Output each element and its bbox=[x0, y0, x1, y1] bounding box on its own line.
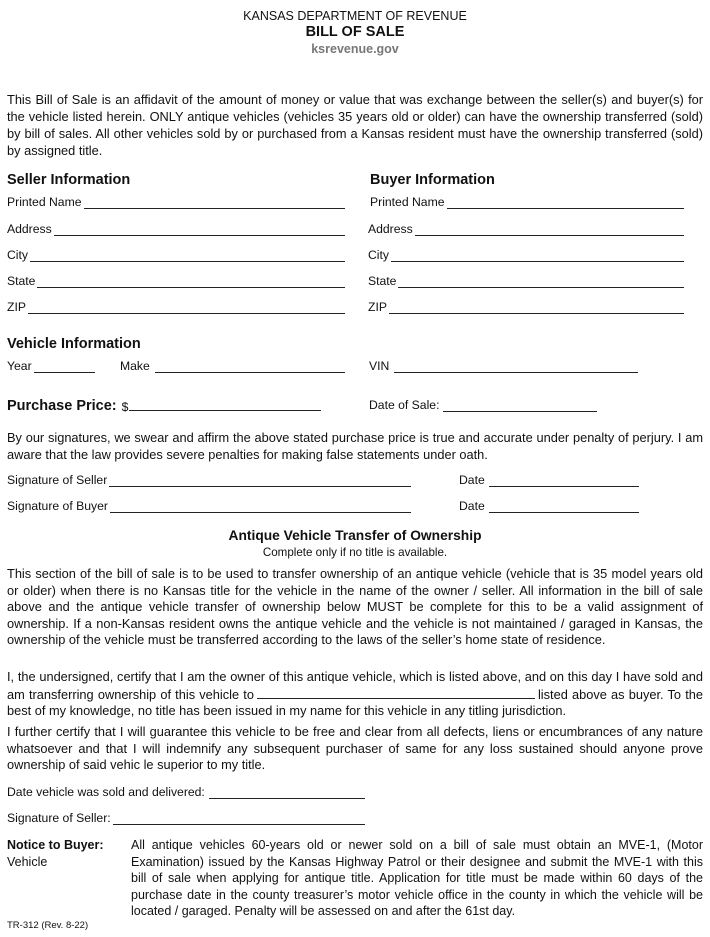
vehicle-make-label: Make bbox=[120, 359, 150, 373]
purchase-price-label: Purchase Price: bbox=[7, 398, 117, 414]
notice-label-title: Notice to Buyer: bbox=[7, 838, 104, 852]
buyer-signature-label: Signature of Buyer bbox=[7, 499, 108, 513]
antique-paragraph-2-end: listed above as buyer. To the best of my knowledge, no title has been issued in my name for this vehicle in any titling jurisdiction. bbox=[7, 686, 703, 719]
buyer-date-label: Date bbox=[459, 499, 485, 513]
intro-paragraph: This Bill of Sale is an affidavit of the amount of money or value that was exchange between the seller(s) and buyer(s) for the vehicle listed herein. ONLY antique vehicles (vehicles 35 years old or older) can have the ownership transferred (sold) by bill of sales. All other vehicles sold by or purchased from a Kansas resident must have the ownership transferred (sold) by assigned title. bbox=[7, 92, 703, 158]
antique-paragraph-1: This section of the bill of sale is to be used to transfer ownership of an antique vehicle (vehicle that is 35 model years old or older) when there is no Kansas title for the vehicle in the name of the owner / seller. All information in the bill of sale above and the antique vehicle transfer of ownership below MUST be complete for this to be a valid assignment of ownership. If a non-Kansas resident owns the antique vehicle and the vehicle is not maintained / garaged in Kansas, the ownership of the vehicle must be transferred according to the laws of the seller’s home state of residence. bbox=[7, 566, 703, 648]
notice-text: All antique vehicles 60-years old or newer sold on a bill of sale must obtain an MVE-1, (Motor Examination) issued by the Kansas Highway Patrol or their designee and submit the MVE-1 with this bill of sale when applying for antique title. Application for title must be made within 60 days of the purchase date in the county treasurer’s motor vehicle office in the county in which the vehicle will be located / garaged. Penalty will be assessed on and after the 61st day. bbox=[131, 838, 703, 918]
website: ksrevenue.gov bbox=[311, 42, 399, 56]
seller-zip-line[interactable] bbox=[28, 302, 345, 314]
date-of-sale-label: Date of Sale: bbox=[369, 398, 440, 412]
buyer-state-label: State bbox=[368, 274, 397, 288]
seller-address-line[interactable] bbox=[54, 224, 345, 236]
buyer-zip-label: ZIP bbox=[368, 300, 387, 314]
antique-seller-signature-field[interactable] bbox=[7, 809, 365, 825]
currency-symbol: $ bbox=[121, 400, 129, 414]
buyer-printed-name-line[interactable] bbox=[447, 197, 684, 209]
seller-state-label: State bbox=[7, 274, 36, 288]
buyer-address-field[interactable] bbox=[368, 220, 684, 236]
antique-paragraph-3: I further certify that I will guarantee this vehicle to be free and clear from all defects, liens or encumbrances of any nature whatsoever and that I will indemnify any subsequent purchaser of same for any loss sustained should anyone prove ownership of said vehic le superior to my title. bbox=[7, 724, 703, 773]
notice-label bbox=[7, 837, 127, 870]
seller-printed-name-field[interactable] bbox=[7, 193, 345, 209]
notice-label-subtitle: Vehicle bbox=[7, 854, 48, 869]
vehicle-heading: Vehicle Information bbox=[7, 336, 141, 352]
buyer-zip-field[interactable] bbox=[368, 298, 684, 314]
transferee-name-line[interactable] bbox=[257, 686, 535, 699]
seller-date-line[interactable] bbox=[489, 475, 639, 487]
vehicle-vin-field[interactable] bbox=[369, 357, 638, 373]
date-sold-line[interactable] bbox=[209, 787, 365, 799]
buyer-city-field[interactable] bbox=[368, 246, 684, 262]
buyer-signature-field[interactable] bbox=[7, 497, 411, 513]
antique-subheading: Complete only if no title is available. bbox=[262, 546, 448, 559]
buyer-printed-name-field[interactable] bbox=[370, 193, 684, 209]
seller-state-field[interactable] bbox=[7, 272, 345, 288]
buyer-city-label: City bbox=[368, 248, 389, 262]
antique-paragraph-2-start: I, the undersigned, certify that I am the owner of this antique vehicle, which is listed above, and on this day I have sold and am transferring ownership of this vehicle to bbox=[7, 669, 703, 702]
purchase-price-field[interactable] bbox=[7, 394, 321, 414]
vehicle-make-line[interactable] bbox=[155, 361, 345, 373]
date-of-sale-field[interactable] bbox=[369, 396, 597, 412]
date-of-sale-line[interactable] bbox=[443, 400, 597, 412]
seller-printed-name-line[interactable] bbox=[84, 197, 345, 209]
antique-paragraph-2 bbox=[7, 669, 703, 720]
seller-zip-field[interactable] bbox=[7, 298, 345, 314]
date-sold-label: Date vehicle was sold and delivered: bbox=[7, 785, 205, 799]
vehicle-make-field[interactable] bbox=[120, 357, 345, 373]
buyer-state-field[interactable] bbox=[368, 272, 684, 288]
antique-seller-signature-line[interactable] bbox=[113, 813, 365, 825]
affirmation-paragraph: By our signatures, we swear and affirm the above stated purchase price is true and accurate under penalty of perjury. I am aware that the law provides severe penalties for making false statements under oath. bbox=[7, 430, 703, 462]
buyer-state-line[interactable] bbox=[398, 276, 684, 288]
seller-city-line[interactable] bbox=[30, 250, 345, 262]
seller-printed-name-label: Printed Name bbox=[7, 195, 82, 209]
department-name: KANSAS DEPARTMENT OF REVENUE bbox=[243, 9, 467, 23]
buyer-printed-name-label: Printed Name bbox=[370, 195, 445, 209]
vehicle-vin-line[interactable] bbox=[394, 361, 638, 373]
seller-signature-line[interactable] bbox=[109, 475, 411, 487]
buyer-address-line[interactable] bbox=[415, 224, 684, 236]
buyer-zip-line[interactable] bbox=[389, 302, 684, 314]
seller-address-field[interactable] bbox=[7, 220, 345, 236]
antique-heading: Antique Vehicle Transfer of Ownership bbox=[228, 528, 482, 543]
buyer-address-label: Address bbox=[368, 222, 413, 236]
seller-zip-label: ZIP bbox=[7, 300, 26, 314]
vehicle-year-line[interactable] bbox=[34, 361, 95, 373]
purchase-price-line[interactable] bbox=[129, 398, 321, 411]
seller-date-field[interactable] bbox=[459, 471, 639, 487]
buyer-date-line[interactable] bbox=[489, 501, 639, 513]
antique-seller-signature-label: Signature of Seller: bbox=[7, 811, 111, 825]
seller-state-line[interactable] bbox=[37, 276, 345, 288]
seller-city-label: City bbox=[7, 248, 28, 262]
buyer-heading: Buyer Information bbox=[370, 172, 495, 188]
seller-heading: Seller Information bbox=[7, 172, 131, 188]
date-sold-field[interactable] bbox=[7, 783, 365, 799]
vehicle-year-label: Year bbox=[7, 359, 32, 373]
seller-date-label: Date bbox=[459, 473, 485, 487]
vehicle-year-field[interactable] bbox=[7, 357, 95, 373]
seller-address-label: Address bbox=[7, 222, 52, 236]
vehicle-vin-label: VIN bbox=[369, 359, 390, 373]
buyer-date-field[interactable] bbox=[459, 497, 639, 513]
form-number: TR-312 (Rev. 8-22) bbox=[7, 920, 89, 931]
seller-signature-field[interactable] bbox=[7, 471, 411, 487]
form-title: BILL OF SALE bbox=[305, 24, 405, 40]
seller-signature-label: Signature of Seller bbox=[7, 473, 108, 487]
buyer-city-line[interactable] bbox=[391, 250, 684, 262]
seller-city-field[interactable] bbox=[7, 246, 345, 262]
buyer-signature-line[interactable] bbox=[110, 501, 411, 513]
